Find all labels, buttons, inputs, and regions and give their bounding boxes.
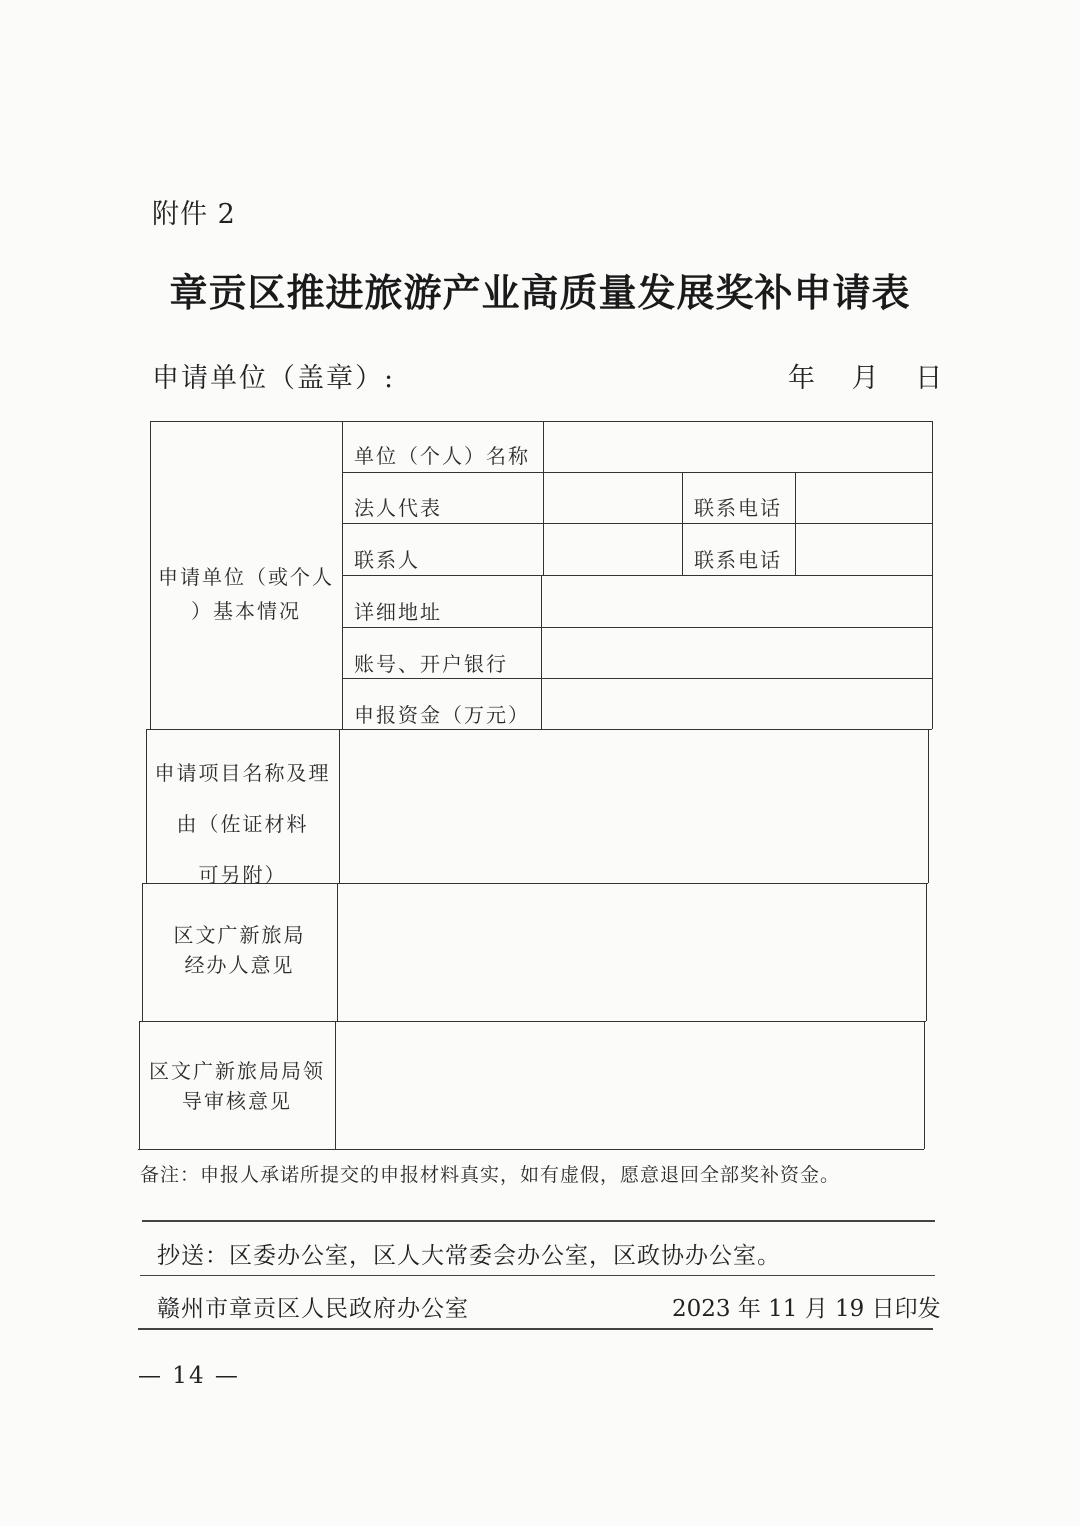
- handler-opinion-label: 区文广新旅局 经办人意见: [173, 923, 306, 977]
- phone-label-1: 联系电话: [694, 496, 782, 520]
- date-month-label: 月: [851, 363, 879, 394]
- declaration-note: 备注：申报人承诺所提交的申报材料真实，如有虚假，愿意退回全部奖补资金。: [140, 1164, 841, 1186]
- section-basic-info-label: 申请单位（或个人 ）基本情况: [158, 565, 334, 623]
- divider-bottom: [138, 1328, 933, 1330]
- issuing-office: 赣州市章贡区人民政府办公室: [157, 1296, 469, 1322]
- requested-funds-label: 申报资金（万元）: [354, 703, 530, 727]
- contact-person-label: 联系人: [354, 548, 420, 572]
- date-labels: [788, 356, 942, 395]
- date-day-label: 日: [915, 363, 943, 394]
- phone-label-2: 联系电话: [694, 548, 782, 572]
- applicant-seal-label: 申请单位（盖章）:: [152, 363, 396, 394]
- project-reason-label: 申请项目名称及理 由（佐证材料 可另附）: [154, 761, 331, 887]
- legal-rep-label: 法人代表: [354, 496, 442, 520]
- copy-to-line: 抄送：区委办公室，区人大常委会办公室，区政协办公室。: [157, 1243, 781, 1269]
- attachment-label: 附件 2: [152, 199, 236, 230]
- page-number: — 14 —: [138, 1363, 240, 1389]
- leader-review-label: 区文广新旅局局领 导审核意见: [149, 1059, 325, 1113]
- bank-account-label: 账号、开户银行: [354, 652, 508, 676]
- date-year-label: 年: [788, 363, 815, 394]
- divider-middle: [140, 1275, 935, 1276]
- address-label: 详细地址: [354, 600, 442, 624]
- issue-date: 2023 年 11 月 19 日印发: [672, 1296, 941, 1322]
- divider-top: [142, 1220, 935, 1222]
- form-title: 章贡区推进旅游产业高质量发展奖补申请表: [169, 271, 911, 315]
- unit-name-label: 单位（个人）名称: [354, 444, 530, 468]
